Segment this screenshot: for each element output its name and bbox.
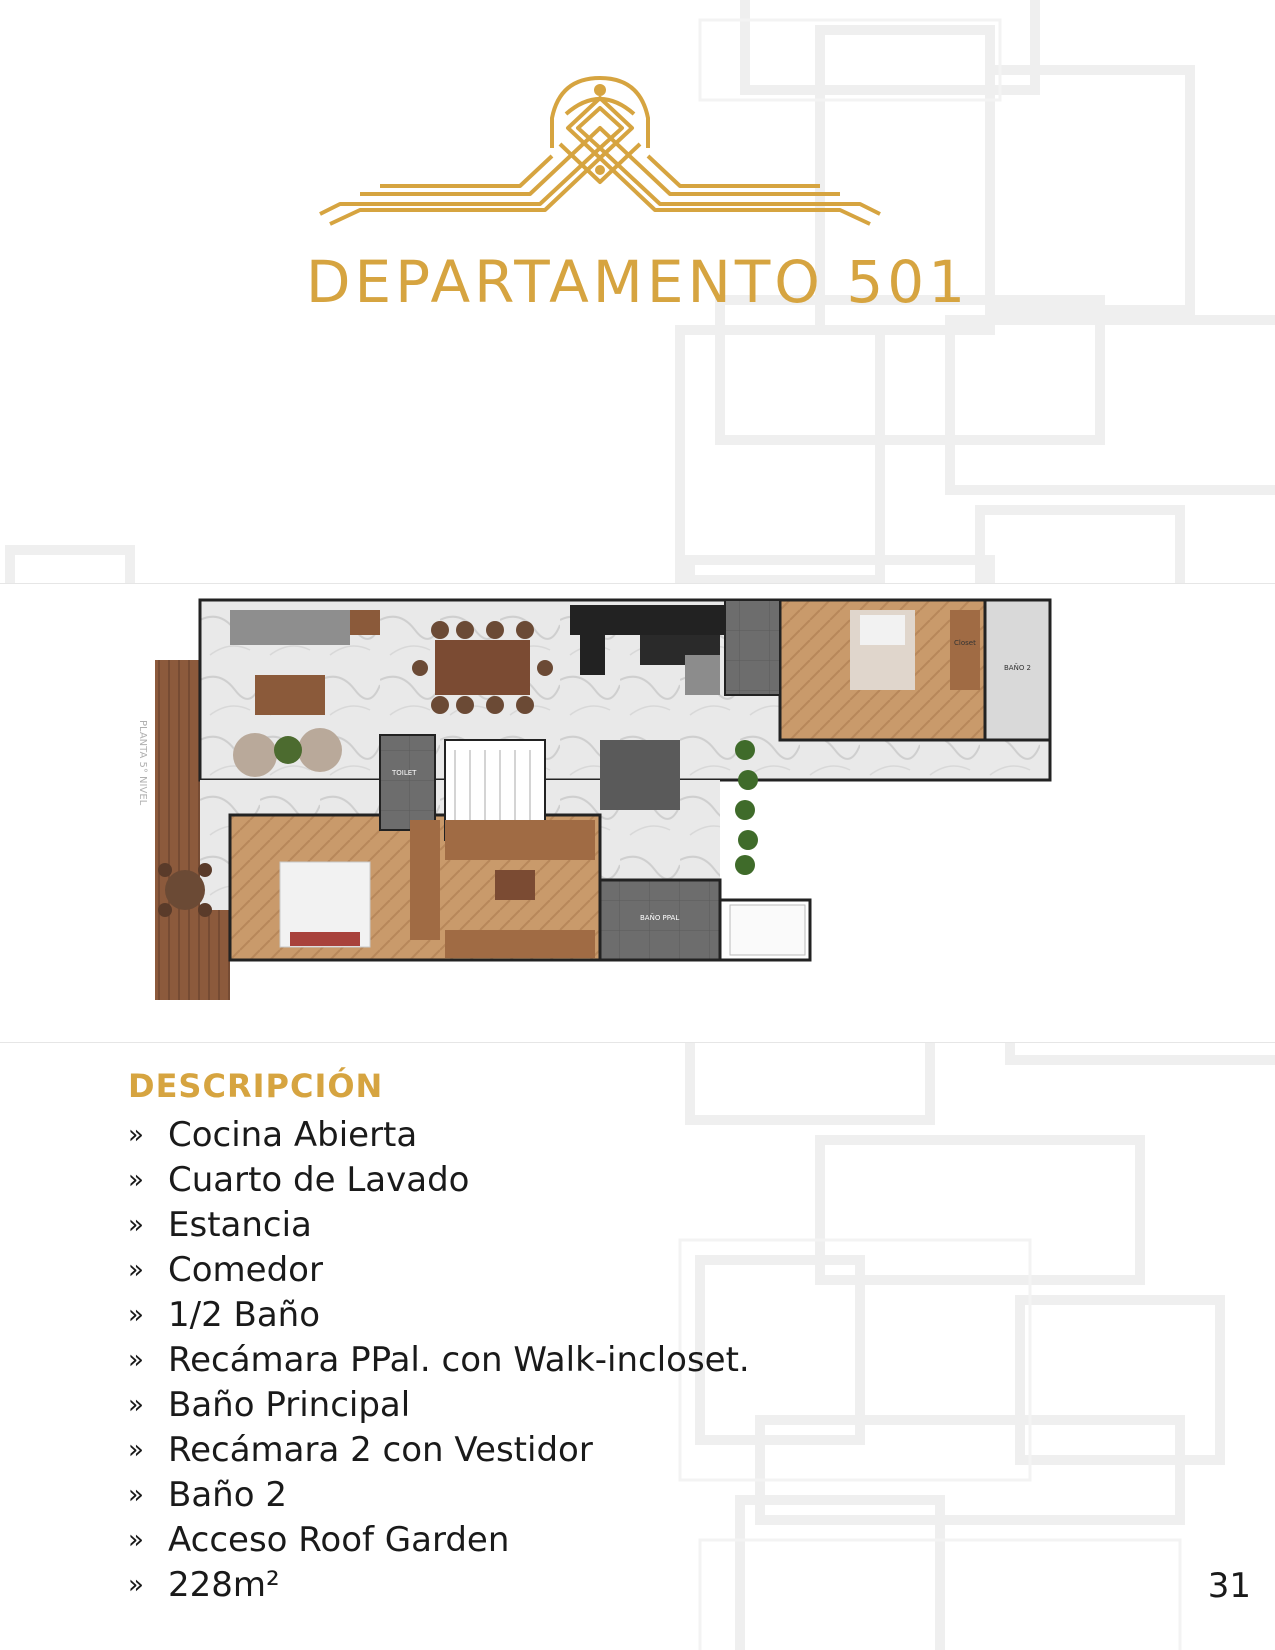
half-bath	[380, 735, 435, 830]
bullet-icon: »	[128, 1434, 144, 1465]
main-bath-label: BAÑO PPAL	[640, 914, 680, 922]
feature-text: Acceso Roof Garden	[168, 1519, 510, 1560]
feature-text: Recámara 2 con Vestidor	[168, 1429, 593, 1470]
list-item	[128, 1337, 750, 1382]
feature-list	[128, 1112, 750, 1607]
list-item	[128, 1112, 750, 1157]
description-section	[128, 1066, 750, 1607]
feature-text: 228m²	[168, 1564, 280, 1605]
bullet-icon: »	[128, 1209, 144, 1240]
list-item	[128, 1202, 750, 1247]
page-title: DEPARTAMENTO 501	[305, 248, 970, 316]
list-item	[128, 1562, 750, 1607]
feature-text: 1/2 Baño	[168, 1294, 321, 1335]
bath-2-label: BAÑO 2	[1004, 664, 1032, 672]
floor-plan	[137, 600, 1140, 1020]
bullet-icon: »	[128, 1119, 144, 1150]
feature-text: Comedor	[168, 1249, 323, 1290]
feature-text: Cuarto de Lavado	[168, 1159, 470, 1200]
list-item	[128, 1472, 750, 1517]
bullet-icon: »	[128, 1164, 144, 1195]
list-item	[128, 1427, 750, 1472]
list-item	[128, 1517, 750, 1562]
bullet-icon: »	[128, 1299, 144, 1330]
list-item	[128, 1247, 750, 1292]
level-label: PLANTA 5° NIVEL	[137, 720, 148, 806]
list-item	[128, 1382, 750, 1427]
feature-text: Baño Principal	[168, 1384, 411, 1425]
description-heading: DESCRIPCIÓN	[128, 1067, 384, 1105]
bullet-icon: »	[128, 1344, 144, 1375]
page-number: 31	[1207, 1566, 1251, 1606]
list-item	[128, 1292, 750, 1337]
feature-text: Cocina Abierta	[168, 1114, 418, 1155]
elevator	[600, 740, 680, 810]
closet-label: Closet	[954, 639, 976, 647]
laundry	[725, 600, 780, 695]
toilet-label: TOILET	[392, 769, 417, 777]
bullet-icon: »	[128, 1254, 144, 1285]
feature-text: Baño 2	[168, 1474, 287, 1515]
list-item	[128, 1157, 750, 1202]
bullet-icon: »	[128, 1524, 144, 1555]
bullet-icon: »	[128, 1479, 144, 1510]
bullet-icon: »	[128, 1389, 144, 1420]
feature-text: Recámara PPal. con Walk-incloset.	[168, 1339, 750, 1380]
feature-text: Estancia	[168, 1204, 312, 1245]
art-deco-logo	[320, 78, 880, 238]
bullet-icon: »	[128, 1569, 144, 1600]
